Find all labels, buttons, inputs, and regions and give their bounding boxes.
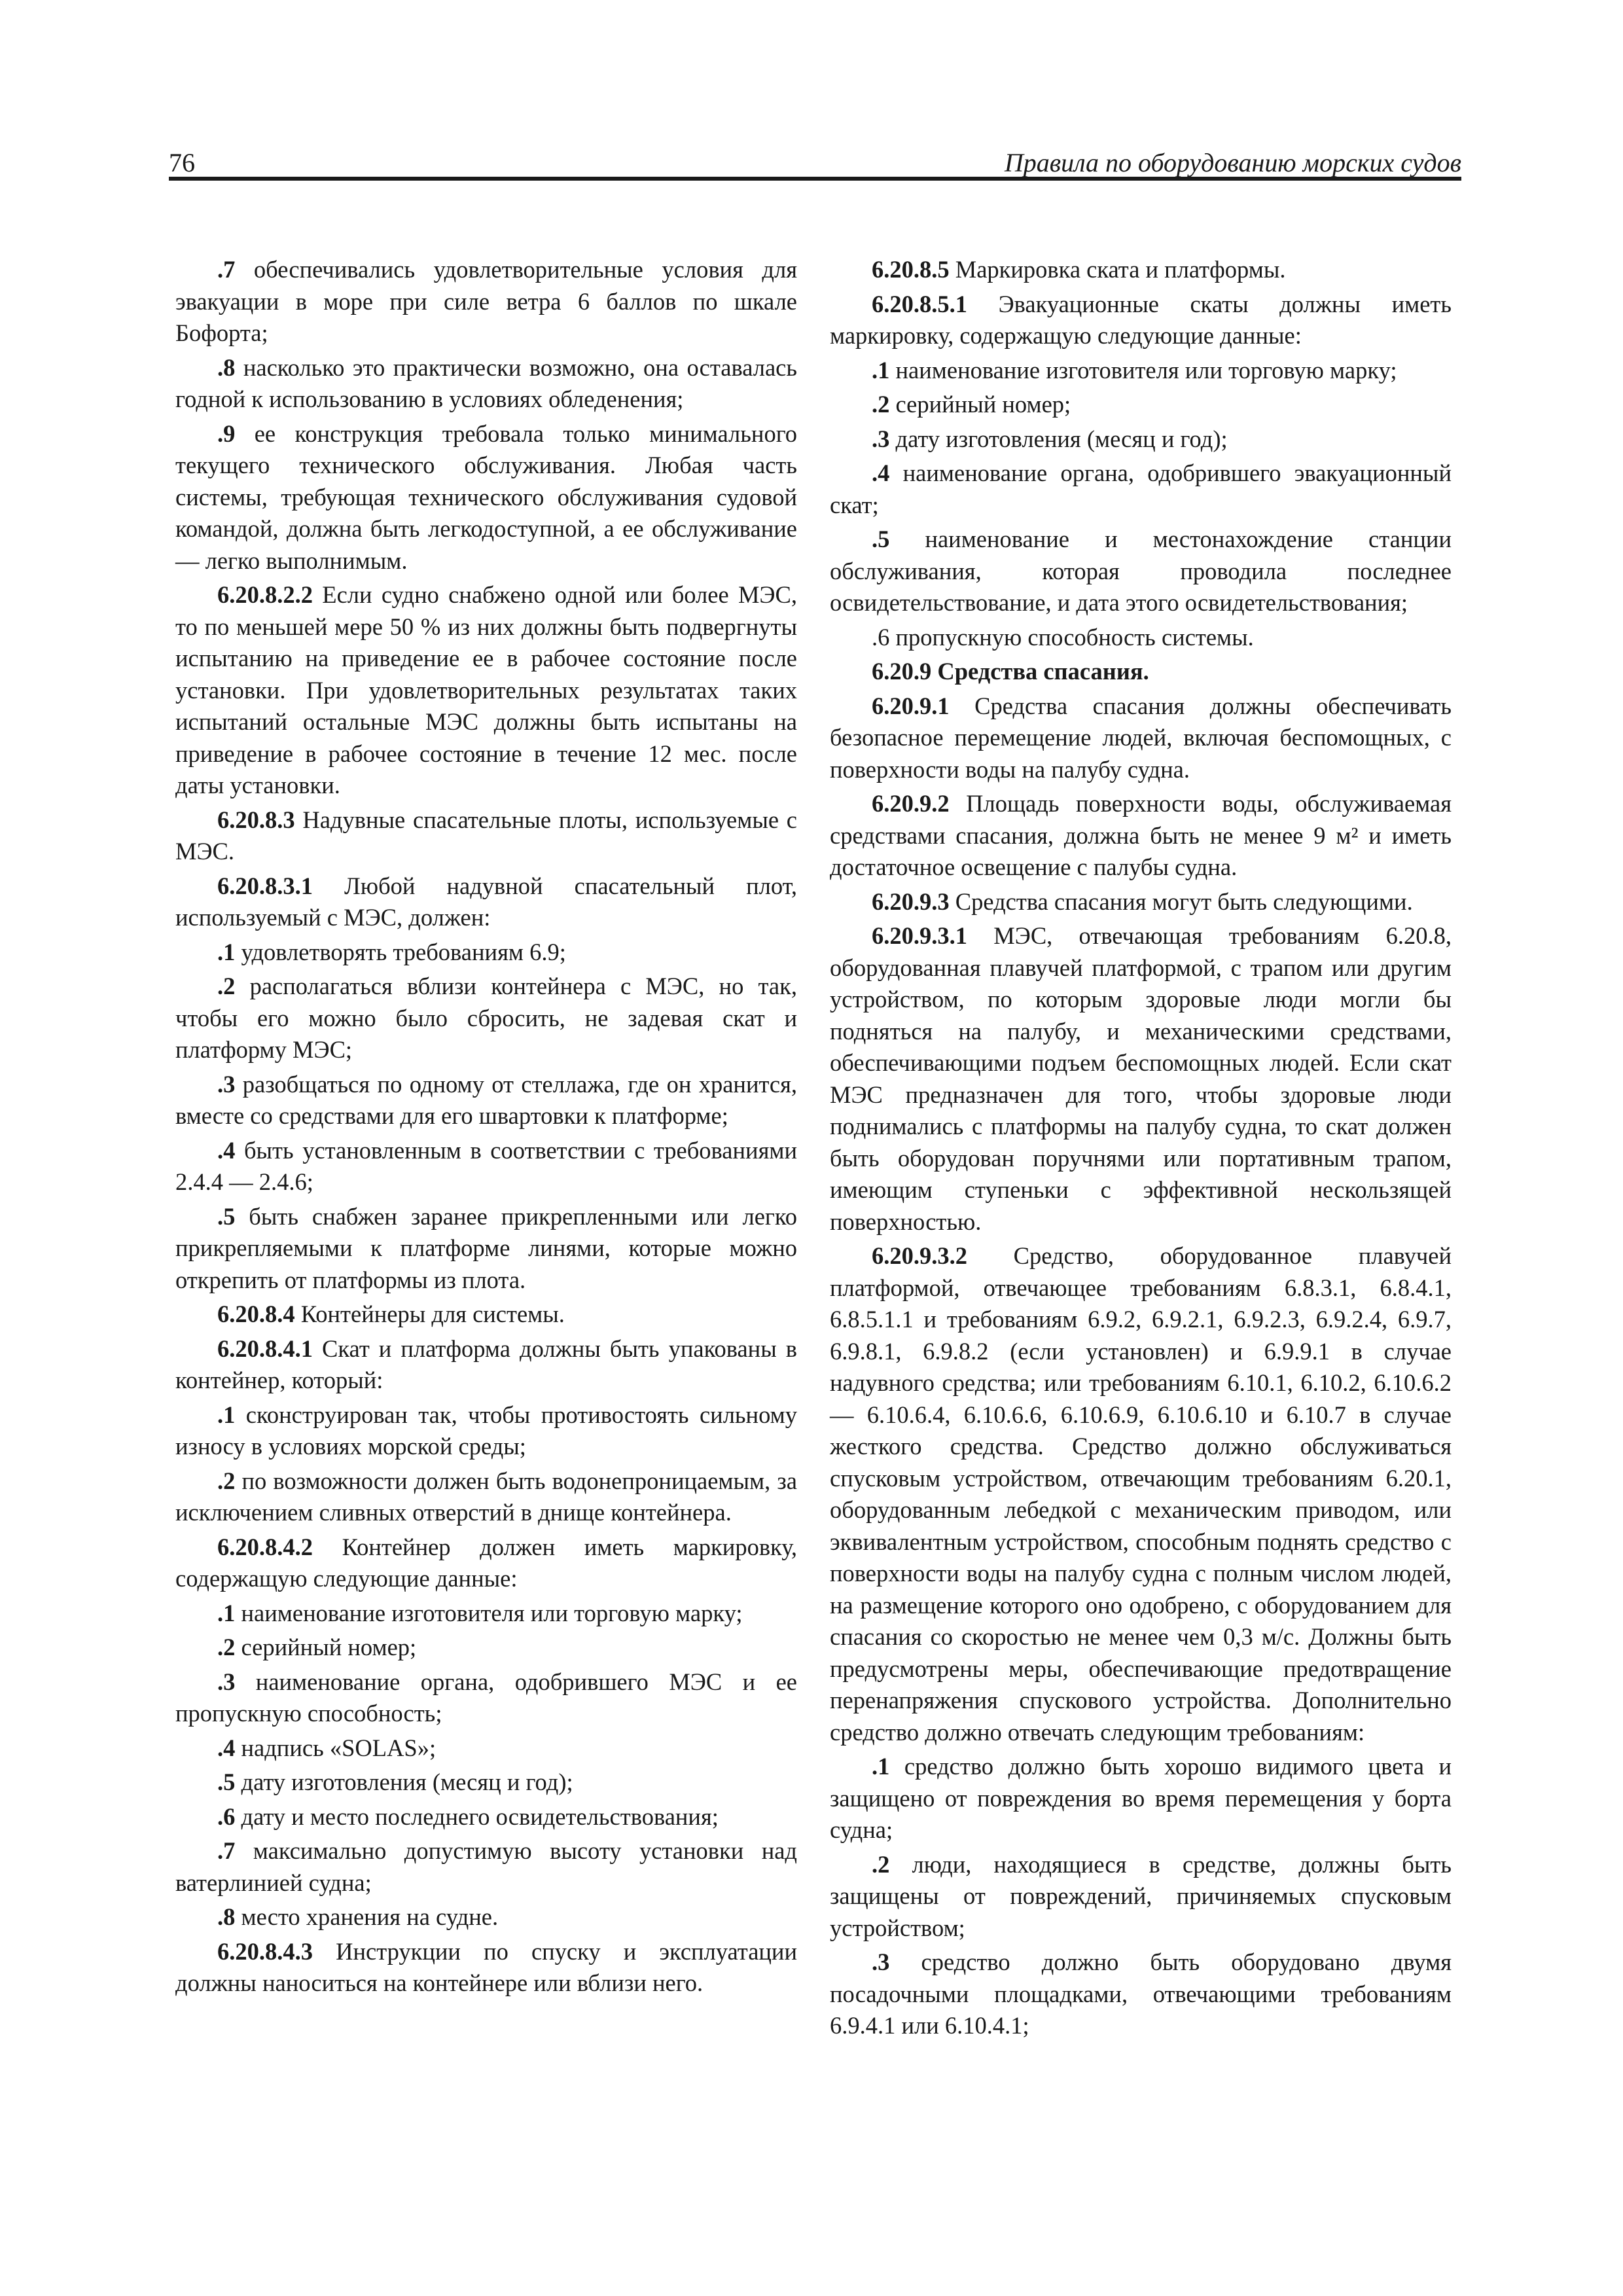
paragraph-text: средство должно быть хорошо видимого цвета и защищено от повреждения во время перемещения у борта судна; [830,1753,1452,1843]
paragraph [830,355,1452,387]
paragraph-text: разобщаться по одному от стеллажа, где он хранится, вместе со средствами для его швартовки к платформе; [175,1070,797,1129]
clause-number: 6.20.9.1 [872,692,950,719]
paragraph [175,1299,797,1331]
paragraph [175,1201,797,1297]
paragraph [175,971,797,1066]
paragraph [175,352,797,416]
paragraph-text: люди, находящиеся в средстве, должны быть защищены от повреждений, причиняемых спусковым устройством; [830,1850,1452,1941]
clause-number: .5 [217,1202,236,1230]
page-number: 76 [169,148,195,177]
clause-number: 6.20.8.4 [217,1300,295,1327]
paragraph [175,937,797,969]
paragraph [175,1465,797,1529]
paragraph [175,418,797,577]
paragraph-text: наименование органа, одобрившего МЭС и ее пропускную способность; [175,1668,797,1727]
clause-number: .8 [217,1903,236,1930]
paragraph-text: наименование и местонахождение станции обслуживания, которая проводила последнее освидетельствование, и дата этого освидетельствования; [830,526,1452,616]
paragraph [175,1135,797,1198]
paragraph [175,1399,797,1463]
paragraph-text: Скат и платформа должны быть упакованы в контейнер, который: [175,1335,797,1393]
left-column [175,254,797,2000]
right-column [830,254,1452,2042]
clause-number: 6.20.8.5 [872,256,950,283]
paragraph-text: МЭС, отвечающая требованиям 6.20.8, оборудованная плавучей платформой, с трапом или другим устройством, по которым здоровые люди могли бы подняться на палубу, и механическими средствами, обеспечивающими подъем беспомощных людей. Если скат МЭС предназначен для того, чтобы здоровые люди поднимались с платформы на палубу судна, то скат должен быть оборудован поручнями или портативным трапом, имеющим ступеньки с эффективной нескользящей поверхностью. [830,922,1452,1235]
page-header [169,145,1461,181]
paragraph [175,1936,797,2000]
clause-number: .1 [217,938,236,965]
paragraph [830,457,1452,521]
clause-number: .7 [217,256,236,283]
clause-number: .6 [217,1803,236,1830]
clause-number: 6.20.8.4.2 [217,1533,313,1560]
header-rule [169,177,1461,181]
paragraph-text: быть установленным в соответствии с требованиями 2.4.4 — 2.4.6; [175,1136,797,1195]
paragraph-text: серийный номер; [235,1634,417,1660]
paragraph [830,389,1452,421]
paragraph [175,804,797,868]
clause-number: 6.20.8.5.1 [872,290,967,317]
clause-number: .4 [217,1734,236,1761]
paragraph [175,1069,797,1132]
clause-number: 6.20.8.4.3 [217,1937,313,1965]
paragraph-text: дату изготовления (месяц и год); [889,425,1228,452]
paragraph-text: Контейнер должен иметь маркировку, содержащую следующие данные: [175,1533,797,1592]
clause-number: .2 [872,1850,890,1878]
clause-number: .1 [217,1401,236,1428]
clause-number: .4 [217,1136,236,1164]
paragraph-text: надпись «SOLAS»; [235,1734,437,1761]
clause-number: .2 [217,973,236,999]
paragraph-text: Эвакуационные скаты должны иметь маркировку, содержащую следующие данные: [830,290,1452,349]
clause-number: .1 [872,356,890,384]
paragraph-text: по возможности должен быть водонепроницаемым, за исключением сливных отверстий в днище контейнера. [175,1467,797,1526]
clause-number: .1 [217,1599,236,1626]
clause-number: 6.20.8.3 [217,806,295,833]
clause-number: .3 [217,1668,236,1695]
paragraph [830,622,1452,654]
paragraph-text: Любой надувной спасательный плот, используемый с МЭС, должен: [175,872,797,931]
clause-number: 6.20.9.3.2 [872,1242,967,1269]
paragraph-text: серийный номер; [889,391,1071,418]
paragraph [175,1333,797,1397]
paragraph [830,1751,1452,1846]
paragraph-text: Маркировка ската и платформы. [949,256,1286,283]
paragraph [175,1835,797,1899]
paragraph-text: пропускную способность системы. [889,623,1254,651]
paragraph-text: насколько это практически возможно, она оставалась годной к использованию в условиях обледенения; [175,353,797,412]
clause-number: .2 [872,391,890,418]
clause-number: 6.20.9.2 [872,790,950,817]
paragraph [830,1946,1452,2042]
clause-number: 6.20.9.3.1 [872,922,967,949]
paragraph [830,289,1452,352]
paragraph-text: быть снабжен заранее прикрепленными или легко прикрепляемыми к платформе линями, которые можно открепить от платформы из плота. [175,1202,797,1293]
paragraph-text: наименование изготовителя или торговую марку; [889,356,1397,384]
clause-number: .1 [872,1753,890,1780]
running-title: Правила по оборудованию морских судов [1004,148,1461,177]
paragraph-text: Контейнеры для системы. [294,1300,565,1327]
paragraph-text: Средства спасания могут быть следующими. [949,888,1413,915]
paragraph [175,1598,797,1630]
paragraph [830,920,1452,1238]
paragraph [830,254,1452,286]
paragraph [175,1632,797,1664]
clause-number: .3 [872,425,890,452]
paragraph-text: Площадь поверхности воды, обслуживаемая средствами спасания, должна быть не менее 9 м² и иметь достаточное освещение с палубы судна. [830,790,1452,880]
paragraph-text: дату и место последнего освидетельствования; [235,1803,719,1830]
clause-number: 6.20.8.2.2 [217,581,313,608]
paragraph-text: обеспечивались удовлетворительные условия для эвакуации в море при силе ветра 6 баллов по шкале Бофорта; [175,256,797,346]
paragraph-text: средство должно быть оборудовано двумя посадочными площадками, отвечающими требованиям 6.9.4.1 или 6.10.4.1; [830,1948,1452,2039]
paragraph [830,524,1452,619]
paragraph [175,1901,797,1933]
paragraph-text: сконструирован так, чтобы противостоять сильному износу в условиях морской среды; [175,1401,797,1460]
paragraph [175,1732,797,1765]
paragraph [830,423,1452,456]
paragraph [830,788,1452,884]
paragraph-text: максимально допустимую высоту установки над ватерлинией судна; [175,1837,797,1896]
paragraph-text: наименование органа, одобрившего эвакуационный скат; [830,459,1452,518]
paragraph [175,870,797,934]
paragraph [175,1532,797,1595]
paragraph-text: Надувные спасательные плоты, используемые с МЭС. [175,806,797,865]
paragraph-text: Если судно снабжено одной или более МЭС, то по меньшей мере 50 % из них должны быть подвергнуты испытанию на приведение ее в рабочее состояние после установки. При удовлетворительных результатах таких испытаний остальные МЭС должны быть испытаны на приведение в рабочее состояние в течение 12 мес. после даты установки. [175,581,797,798]
clause-number: .5 [217,1768,236,1795]
clause-number: .6 [872,623,890,651]
clause-number: 6.20.9.3 [872,888,950,915]
clause-number: .4 [872,459,890,486]
paragraph-text: Средства спасания должны обеспечивать безопасное перемещение людей, включая беспомощных, с поверхности воды на палубу судна. [830,692,1452,783]
paragraph-text: Инструкции по спуску и эксплуатации должны наноситься на контейнере или вблизи него. [175,1937,797,1996]
paragraph [175,1801,797,1833]
paragraph [830,691,1452,786]
clause-number: .7 [217,1837,236,1864]
paragraph [830,656,1452,688]
clause-number: .9 [217,420,236,447]
paragraph-text: Средство, оборудованное плавучей платформой, отвечающее требованиям 6.8.3.1, 6.8.4.1, 6.8.5.1.1 и требованиям 6.9.2, 6.9.2.1, 6.9.2.3, 6.9.2.4, 6.9.7, 6.9.8.1, 6.9.8.2 (если установлен) и 6.9.9.1 в случае надувного средства; или требованиям 6.10.1, 6.10.2, 6.10.6.2 — 6.10.6.4, 6.10.6.6, 6.10.6.9, 6.10.6.10 и 6.10.7 в случае жесткого средства. Средство должно обслуживаться спусковым устройством, отвечающим требованиям 6.20.1, оборудованным лебедкой с механическим приводом, или эквивалентным устройством, способным поднять средство с поверхности воды на палубу судна с полным числом людей, на размещение которого оно одобрено, с оборудованием для спасания со скоростью не менее чем 0,3 м/с. Должны быть предусмотрены меры, обеспечивающие предотвращение перенапряжения спускового устройства. Дополнительно средство должно отвечать следующим требованиям: [830,1242,1452,1746]
clause-number: .2 [217,1634,236,1660]
paragraph [175,1767,797,1799]
paragraph [175,254,797,350]
paragraph [175,579,797,802]
clause-number: .3 [217,1070,236,1098]
paragraph-text: располагаться вблизи контейнера с МЭС, но так, чтобы его можно было сбросить, не задевая скат и платформу МЭС; [175,973,797,1063]
clause-number: .5 [872,526,890,552]
paragraph-text: ее конструкция требовала только минимального текущего технического обслуживания. Любая часть системы, требующая технического обслуживания судовой командой, должна быть легкодоступной, а ее обслуживание — легко выполнимым. [175,420,797,574]
paragraph-text: место хранения на судне. [235,1903,499,1930]
paragraph [830,1240,1452,1748]
clause-number: 6.20.8.3.1 [217,872,313,899]
clause-number: .3 [872,1948,890,1975]
clause-number: 6.20.8.4.1 [217,1335,313,1362]
paragraph-text: дату изготовления (месяц и год); [235,1768,573,1795]
paragraph [175,1666,797,1730]
paragraph [830,1849,1452,1945]
paragraph [830,886,1452,918]
clause-number: .8 [217,353,236,381]
paragraph-text: наименование изготовителя или торговую марку; [235,1599,743,1626]
clause-number: .2 [217,1467,236,1494]
paragraph-text: удовлетворять требованиям 6.9; [235,938,566,965]
clause-number: 6.20.9 Средства спасания. [872,658,1149,685]
